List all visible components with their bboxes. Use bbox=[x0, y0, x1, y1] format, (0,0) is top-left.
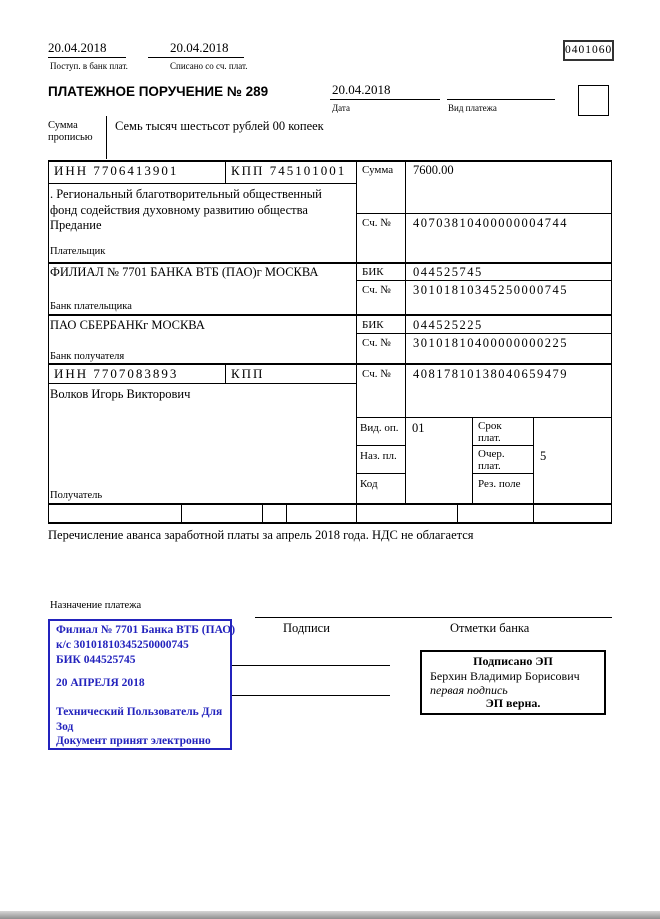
payer-section-border bbox=[48, 262, 612, 264]
tax-row-divider-2 bbox=[262, 503, 263, 523]
purpose-code-row-border bbox=[356, 473, 405, 474]
stamp-date: 20 АПРЕЛЯ 2018 bbox=[56, 677, 145, 689]
payment-type-underline bbox=[447, 99, 555, 100]
payee-bank-bik: 044525225 bbox=[413, 318, 483, 332]
ep-signer-role: первая подпись bbox=[430, 683, 508, 697]
code-label: Код bbox=[360, 478, 378, 490]
amount-words-label: Сумма прописью bbox=[48, 120, 93, 143]
debited-date: 20.04.2018 bbox=[170, 40, 229, 55]
payee-section-label: Получатель bbox=[50, 490, 103, 501]
table-border-bottom bbox=[48, 522, 612, 524]
signatures-section-border bbox=[255, 617, 612, 618]
amount-row-border bbox=[356, 213, 612, 214]
stamp-bik: БИК 044525745 bbox=[56, 654, 136, 666]
tax-row-divider-1 bbox=[181, 503, 182, 523]
payee-bank-section-label: Банк получателя bbox=[50, 351, 125, 362]
bank-acceptance-stamp bbox=[48, 619, 236, 750]
payee-bank-account-label: Сч. № bbox=[362, 337, 391, 349]
document-title: ПЛАТЕЖНОЕ ПОРУЧЕНИЕ № 289 bbox=[48, 84, 269, 99]
mini-table-divider-2 bbox=[533, 417, 534, 504]
form-code-box bbox=[563, 40, 614, 61]
amount-words-divider bbox=[106, 116, 107, 159]
mini-table-top-border bbox=[356, 417, 612, 418]
payer-account: 40703810400000004744 bbox=[413, 216, 568, 230]
payee-inn-kpp-divider bbox=[225, 363, 226, 384]
payee-inn: ИНН 7707083893 bbox=[54, 366, 179, 381]
stamp-corr-account: к/с 30101810345250000745 bbox=[56, 639, 189, 651]
amount-value: 7600.00 bbox=[413, 163, 454, 177]
payer-inn-kpp-divider bbox=[225, 160, 226, 184]
table-border-right bbox=[611, 160, 612, 524]
received-date-label: Поступ. в банк плат. bbox=[50, 61, 128, 71]
op-kind-row-border bbox=[356, 445, 405, 446]
stamp-accepted-text: Документ принят электронно bbox=[56, 735, 211, 747]
payer-bank-account-label: Сч. № bbox=[362, 284, 391, 296]
payment-purpose-text: Перечисление аванса заработной платы за апрель 2018 года. НДС не облагается bbox=[48, 528, 474, 542]
page-bottom-edge bbox=[0, 911, 660, 919]
payer-bank-section-label: Банк плательщика bbox=[50, 301, 132, 312]
amount-label: Сумма bbox=[362, 164, 394, 176]
debited-date-label: Списано со сч. плат. bbox=[170, 61, 248, 71]
debited-date-underline bbox=[148, 57, 244, 58]
payee-kpp-label: КПП bbox=[231, 366, 265, 381]
tax-row-divider-6 bbox=[533, 503, 534, 523]
mini-table-divider-1 bbox=[472, 417, 473, 504]
table-border-top bbox=[48, 160, 612, 162]
priority-row-border bbox=[472, 473, 533, 474]
payer-bank-bik-border bbox=[356, 280, 612, 281]
op-kind-value: 01 bbox=[412, 421, 425, 435]
payer-section-label: Плательщик bbox=[50, 246, 106, 257]
payee-account: 40817810138040659479 bbox=[413, 367, 568, 381]
due-date-label: Срок плат. bbox=[478, 420, 502, 444]
payer-kpp: КПП 745101001 bbox=[231, 163, 347, 178]
form-code: 0401060 bbox=[565, 44, 613, 56]
table-border-left bbox=[48, 160, 49, 524]
received-date: 20.04.2018 bbox=[48, 40, 107, 55]
priority-value: 5 bbox=[540, 449, 547, 463]
ep-signed-title: Подписано ЭП bbox=[473, 654, 553, 668]
op-kind-label: Вид. оп. bbox=[360, 422, 399, 434]
due-date-row-border bbox=[472, 445, 533, 446]
payment-type-box bbox=[578, 85, 609, 116]
bank-marks-label: Отметки банка bbox=[450, 621, 530, 635]
reserve-field-label: Рез. поле bbox=[478, 478, 521, 490]
document-date: 20.04.2018 bbox=[332, 82, 391, 97]
date-label: Дата bbox=[332, 103, 350, 113]
payee-section-border bbox=[48, 503, 612, 505]
electronic-signature-box bbox=[420, 650, 606, 715]
tax-row-divider-4 bbox=[356, 503, 357, 523]
payee-bank-name: ПАО СБЕРБАНКг МОСКВА bbox=[50, 318, 205, 332]
signatures-label: Подписи bbox=[283, 621, 330, 635]
payee-bank-section-border bbox=[48, 363, 612, 365]
purpose-code-label: Наз. пл. bbox=[360, 450, 397, 462]
received-date-underline bbox=[48, 57, 126, 58]
priority-label: Очер. плат. bbox=[478, 448, 505, 472]
payer-bank-bik-label: БИК bbox=[362, 266, 384, 278]
tax-row-divider-3 bbox=[286, 503, 287, 523]
signature-line-1 bbox=[232, 665, 390, 666]
stamp-user-line-1: Технический Пользователь Для bbox=[56, 706, 223, 718]
ep-verified-text: ЭП верна. bbox=[485, 696, 541, 710]
payer-name: . Региональный благотворительный общественный фонд содействия духовному развитию общества Предание bbox=[50, 187, 322, 232]
payer-bank-name: ФИЛИАЛ № 7701 БАНКА ВТБ (ПАО)г МОСКВА bbox=[50, 265, 319, 279]
stamp-user-line-2: Зод bbox=[56, 721, 74, 733]
payee-bank-bik-label: БИК bbox=[362, 319, 384, 331]
payment-purpose-label: Назначение платежа bbox=[50, 600, 142, 611]
payee-bank-bik-border bbox=[356, 333, 612, 334]
ep-signer-name: Берхин Владимир Борисович bbox=[430, 669, 580, 683]
payer-bank-bik: 044525745 bbox=[413, 265, 483, 279]
payer-inn-row-border bbox=[48, 183, 356, 184]
payee-inn-row-border bbox=[48, 383, 356, 384]
date-underline bbox=[330, 99, 440, 100]
value-column-divider bbox=[405, 160, 406, 504]
payee-account-label: Сч. № bbox=[362, 368, 391, 380]
payer-account-label: Сч. № bbox=[362, 217, 391, 229]
stamp-bank-name: Филиал № 7701 Банка ВТБ (ПАО) bbox=[56, 624, 236, 636]
payer-inn: ИНН 7706413901 bbox=[54, 163, 179, 178]
payee-name: Волков Игорь Викторович bbox=[50, 387, 191, 401]
payer-bank-section-border bbox=[48, 314, 612, 316]
payee-bank-account: 30101810400000000225 bbox=[413, 336, 568, 350]
amount-words-value: Семь тысяч шестьсот рублей 00 копеек bbox=[115, 119, 324, 133]
signature-line-2 bbox=[232, 695, 390, 696]
payer-bank-account: 30101810345250000745 bbox=[413, 283, 568, 297]
payment-type-label: Вид платежа bbox=[448, 103, 497, 113]
tax-row-divider-5 bbox=[457, 503, 458, 523]
label-column-divider bbox=[356, 160, 357, 504]
